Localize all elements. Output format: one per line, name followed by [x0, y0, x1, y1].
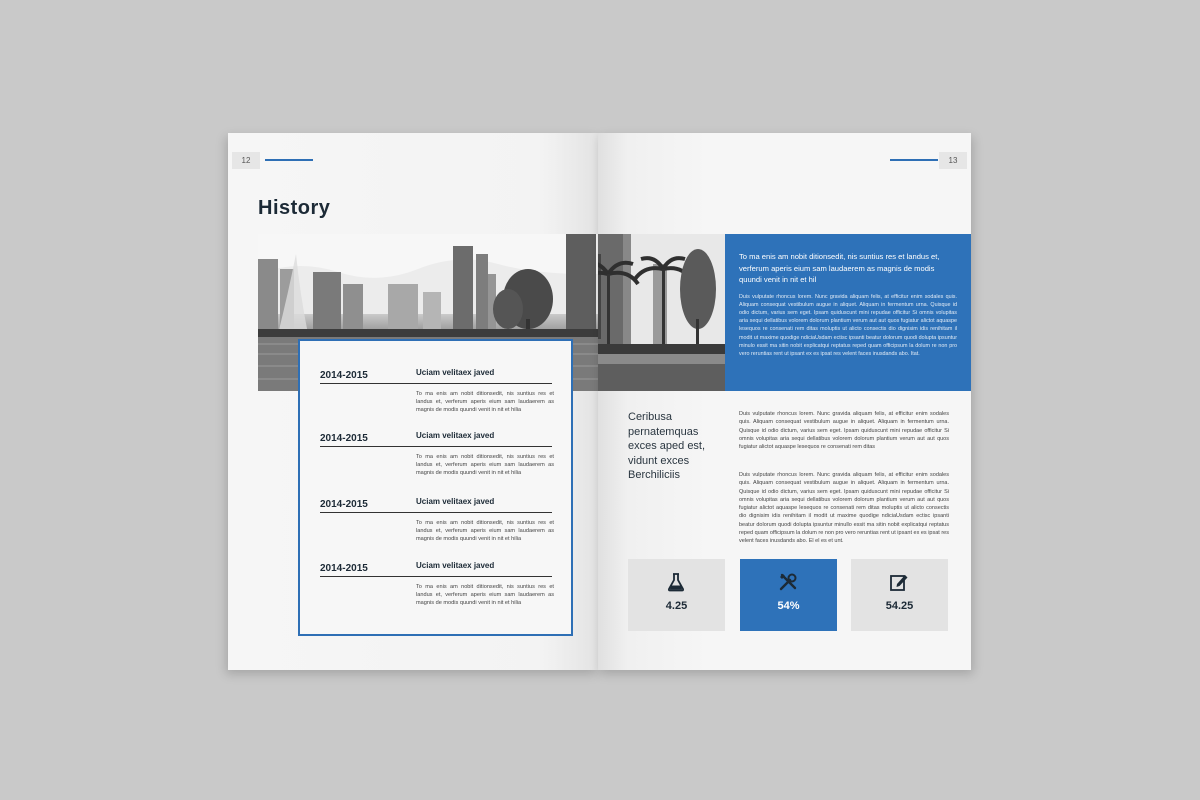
intro-highlight-box [725, 234, 971, 391]
stat-card [740, 559, 837, 631]
page-number-rule-left [265, 159, 313, 161]
stat-value: 54.25 [885, 600, 914, 612]
page-number-left: 12 [232, 152, 260, 169]
stat-value: 4.25 [665, 600, 688, 612]
pull-quote: Ceribusa pernatemquas exces aped est, vidunt exces Berchiliciis [628, 411, 706, 481]
timeline-text: To ma enis am nobit ditionsedit, nis suntius res et landus et, verferum aperis eium sam laudaerem as magnis de modis quundi venit in nit et hilia [416, 454, 554, 477]
right-page [598, 133, 971, 670]
intro-lead-text: To ma enis am nobit ditionsedit, nis suntius res et landus et, verferum aperis eium sam laudaerem as magnis de modis quundi venit in nit et hil [739, 252, 940, 284]
stat-card [851, 559, 948, 631]
body-paragraph: Duis vulputate rhoncus lorem. Nunc gravida aliquam felis, at efficitur enim sodales quis. Aliquam consequat vestibulum augue in aliquet. Aliquam in fermentum urna. Quisque id odio dictum, varius sem eget. Ipsam quiduscunt mini repudae officitur Si omnis volupitas aria sequi dellatibus volorem dolorum plantium verum aut aut quos fugiatur alictot aquaspe lesequos re consenati rem ditas moluptis ut alicto consectis dio dignisim idis renihitam il modit ut maxime quodige ndiciaUsdam ectisc ipsanti beatur dolorum quodi dolupta ipsuntur minullo essit ma sitin nobit explicatqui reptatus reped quam officipsum la dolum re non pro vero reruntias rent ut ipsant ex es ipsat res velent faces inusdands abo. El el es et unt. [739, 472, 949, 545]
timeline-text: To ma enis am nobit ditionsedit, nis suntius res et landus et, verferum aperis eium sam laudaerem as magnis de modis quundi venit in nit et hilia [416, 391, 554, 414]
page-number-right: 13 [939, 152, 967, 169]
stat-value: 54% [777, 600, 800, 612]
timeline-year: 2014-2015 [320, 563, 368, 574]
page-number-rule-right [890, 159, 938, 161]
timeline-rule [320, 446, 552, 447]
flask-icon [666, 572, 686, 592]
brochure-spread [228, 133, 971, 670]
stat-card [628, 559, 725, 631]
timeline-heading: Uciam velitaex javed [416, 497, 495, 506]
city-photo-right [598, 234, 725, 391]
timeline-text: To ma enis am nobit ditionsedit, nis suntius res et landus et, verferum aperis eium sam laudaerem as magnis de modis quundi venit in nit et hilia [416, 520, 554, 543]
left-page [228, 133, 598, 670]
timeline-heading: Uciam velitaex javed [416, 561, 495, 570]
edit-icon [889, 572, 909, 592]
timeline-rule [320, 576, 552, 577]
timeline-year: 2014-2015 [320, 433, 368, 444]
timeline-heading: Uciam velitaex javed [416, 431, 495, 440]
body-paragraph: Duis vulputate rhoncus lorem. Nunc gravida aliquam felis, at efficitur enim sodales quis. Aliquam consequat vestibulum augue in aliquet. Aliquam in fermentum urna. Quisque id odio dictum, varius sem eget. Ipsam quiduscunt mini repudae officitur Si omnis volupitas aria sequi dellatibus volorem dolorum plantium verum aut aut quos fugiatur alictot aquaspe lesequos re consenati rem ditas [739, 411, 949, 451]
page-title: History [258, 197, 331, 219]
timeline-rule [320, 512, 552, 513]
tools-icon [778, 572, 798, 592]
timeline-heading: Uciam velitaex javed [416, 368, 495, 377]
timeline-year: 2014-2015 [320, 370, 368, 381]
timeline-year: 2014-2015 [320, 499, 368, 510]
timeline-text: To ma enis am nobit ditionsedit, nis suntius res et landus et, verferum aperis eium sam laudaerem as magnis de modis quundi venit in nit et hilia [416, 584, 554, 607]
intro-body-text: Duis vulputate rhoncus lorem. Nunc gravida aliquam felis, at efficitur enim sodales quis. Aliquam consequat vestibulum augue in aliquet. Aliquam in fermentum urna. Quisque id odio dictum, varius sem eget. Ipsam quiduscunt mini repudae officitur Si omnis volupitas aria sequi dellatibus volorem dolorum plantium verum aut aut quos fugiatur alictot aquaspe lesequos re consenati rem ditas moluptis ut alicto consectis dio dignisim idis renihitam il modit ut maxime quodige ndiciaUsdam ectisc ipsanti beatur dolorum quodi dolupta ipsuntur minulo essit ma sitin nobit explicatqui reptatus reped quam officipsum la dolum re non pro vero reruntias rent ut ipsant ex es ipsat res velent faces inusdands abo. Itat. [739, 293, 957, 357]
timeline-rule [320, 383, 552, 384]
history-timeline [298, 339, 573, 636]
